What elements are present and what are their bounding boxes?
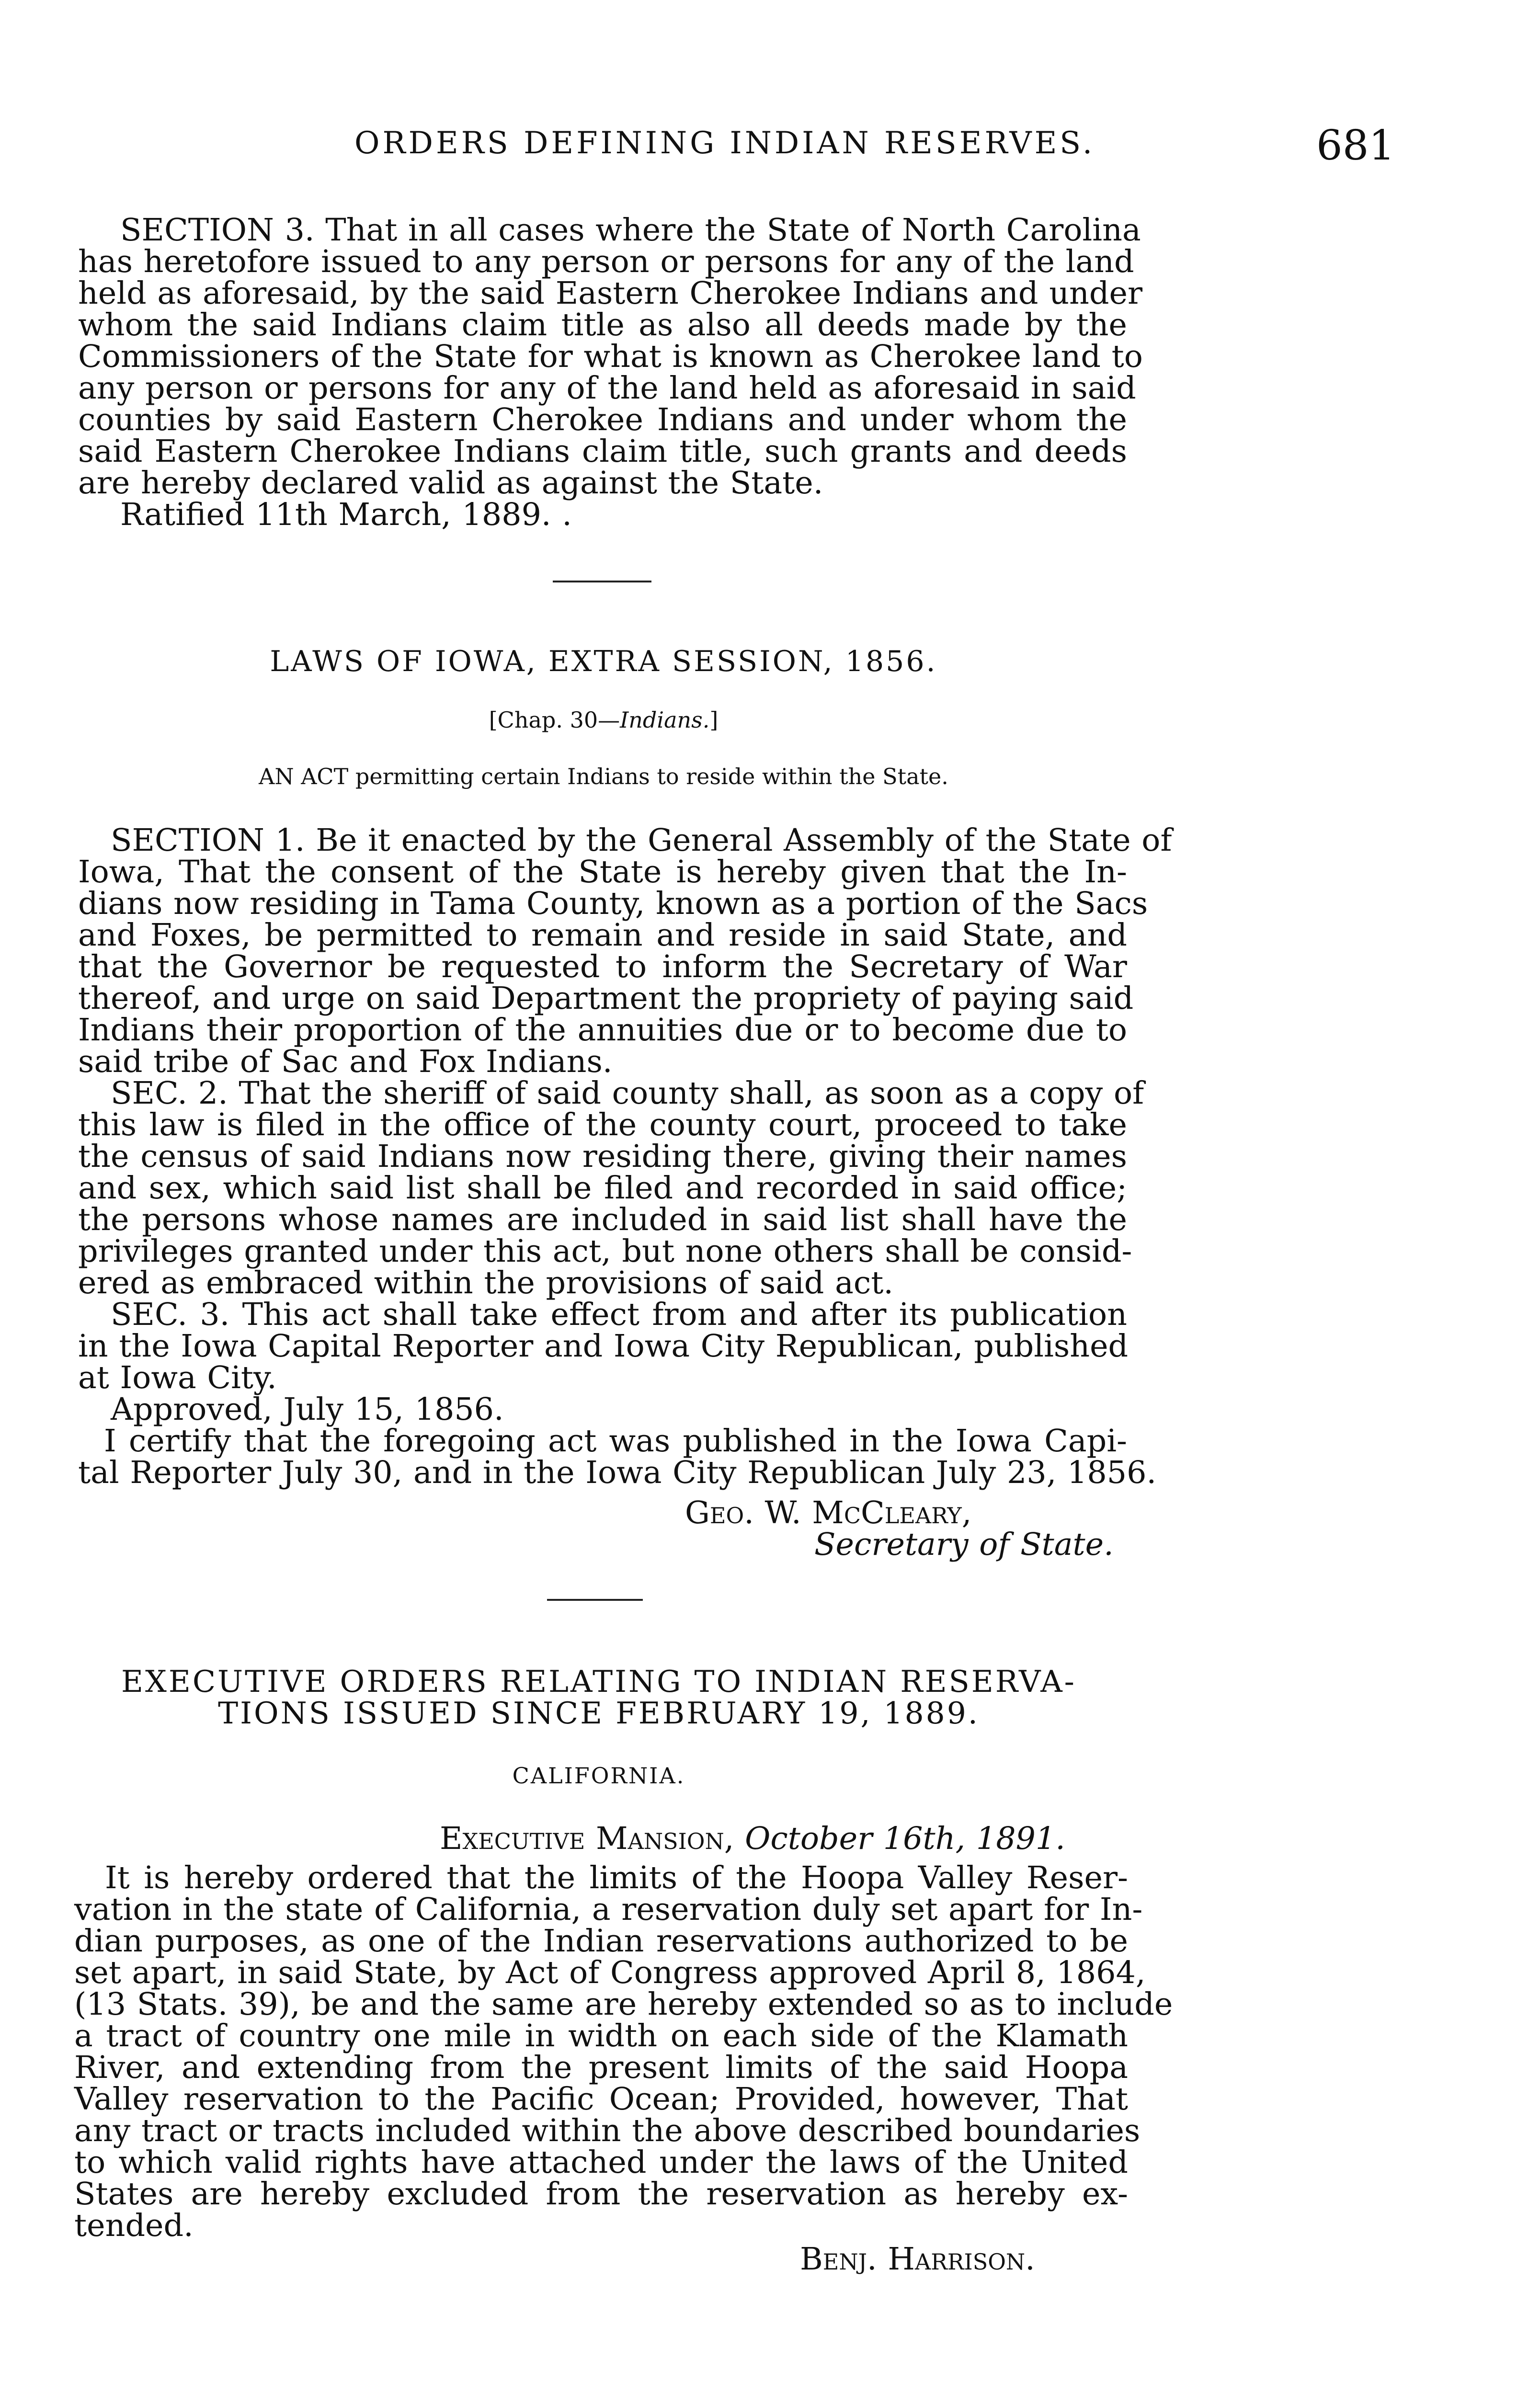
text-line: said tribe of Sac and Fox Indians.: [78, 1044, 613, 1080]
text-line: in the Iowa Capital Reporter and Iowa City Republican, published: [78, 1328, 1129, 1364]
iowa-title: LAWS OF IOWA, EXTRA SESSION, 1856.: [270, 645, 937, 678]
iowa-section-3: [78, 1297, 1157, 1491]
text-line: that the Governor be requested to inform the Secretary of War: [78, 949, 1127, 985]
text-line: a tract of country one mile in width on each side of the Klamath: [74, 2018, 1128, 2054]
text-line: are hereby declared valid as against the State.: [78, 465, 823, 501]
text-line: Indians their proportion of the annuities due or to become due to: [78, 1012, 1127, 1048]
text-line: and Foxes, be permitted to remain and reside in said State, and: [78, 917, 1127, 953]
executive-title-line2: TIONS ISSUED SINCE FEBRUARY 19, 1889.: [218, 1696, 980, 1731]
iowa-chapter: [Chap. 30—Indians.]: [489, 707, 719, 733]
text-line: ered as embraced within the provisions of said act.: [78, 1265, 894, 1301]
text-line: any tract or tracts included within the above described boundaries: [74, 2113, 1141, 2149]
presidential-signature: Benj. Harrison.: [800, 2241, 1035, 2277]
iowa-signer-title: Secretary of State.: [814, 1527, 1114, 1562]
text-line: SEC. 2. That the sheriff of said county shall, as soon as a copy of: [111, 1075, 1144, 1111]
text-line: SECTION 1. Be it enacted by the General Assembly of the State of: [111, 822, 1172, 858]
act-title: AN ACT permitting certain Indians to reside within the State.: [259, 764, 948, 789]
text-line: It is hereby ordered that the limits of the Hoopa Valley Reser-: [105, 1860, 1128, 1896]
text-line: this law is filed in the office of the county court, proceed to take: [78, 1107, 1127, 1143]
text-line: thereof, and urge on said Department the propriety of paying said: [78, 981, 1134, 1016]
text-line: River, and extending from the present limits of the said Hoopa: [74, 2050, 1128, 2086]
text-line: any person or persons for any of the land held as aforesaid in said: [78, 370, 1136, 406]
approved-line: Approved, July 15, 1856.: [111, 1391, 504, 1427]
text-line: tended.: [74, 2208, 194, 2244]
text-line: SEC. 3. This act shall take effect from and after its publication: [111, 1297, 1127, 1333]
nc-section-3: [78, 212, 1143, 533]
text-line: has heretofore issued to any person or persons for any of the land: [78, 244, 1134, 280]
text-line: and sex, which said list shall be filed and recorded in said office;: [78, 1170, 1127, 1206]
text-line: vation in the state of California, a reservation duly set apart for In-: [74, 1892, 1143, 1927]
text-line: counties by said Eastern Cherokee Indians and under whom the: [78, 402, 1127, 438]
page-number: 681: [1316, 122, 1395, 170]
text-line: the persons whose names are included in said list shall have the: [78, 1202, 1127, 1238]
text-line: dian purposes, as one of the Indian reservations authorized to be: [74, 1923, 1128, 1959]
state-heading: CALIFORNIA.: [512, 1763, 685, 1789]
iowa-section-2: [78, 1075, 1144, 1301]
text-line: to which valid rights have attached under the laws of the United: [74, 2144, 1128, 2180]
text-line: held as aforesaid, by the said Eastern Cherokee Indians and under: [78, 275, 1143, 311]
text-line: set apart, in said State, by Act of Congress approved April 8, 1864,: [74, 1955, 1146, 1991]
text-line: privileges granted under this act, but none others shall be consid-: [78, 1233, 1132, 1269]
text-line: the census of said Indians now residing there, giving their names: [78, 1139, 1127, 1175]
text-line: Iowa, That the consent of the State is hereby given that the In-: [78, 854, 1127, 890]
executive-title-line1: EXECUTIVE ORDERS RELATING TO INDIAN RESERVA-: [121, 1664, 1076, 1699]
executive-order-body: [74, 1860, 1173, 2244]
dateline: Executive Mansion, October 16th, 1891.: [440, 1821, 1065, 1857]
running-title: ORDERS DEFINING INDIAN RESERVES.: [354, 125, 1095, 161]
text-line: whom the said Indians claim title as also all deeds made by the: [78, 307, 1127, 343]
text-line: SECTION 3. That in all cases where the State of North Carolina: [120, 212, 1141, 248]
section-divider: [547, 1599, 643, 1601]
text-line: said Eastern Cherokee Indians claim title, such grants and deeds: [78, 433, 1127, 469]
iowa-signer: Geo. W. McCleary,: [685, 1495, 972, 1531]
text-line: at Iowa City.: [78, 1360, 277, 1396]
text-line: dians now residing in Tama County, known as a portion of the Sacs: [78, 886, 1148, 922]
text-line: Commissioners of the State for what is known as Cherokee land to: [78, 339, 1143, 375]
iowa-section-1: [78, 822, 1172, 1080]
text-line: States are hereby excluded from the reservation as hereby ex-: [74, 2176, 1128, 2212]
ratified-line: Ratified 11th March, 1889. .: [120, 497, 572, 533]
section-divider: [553, 581, 651, 582]
text-line: tal Reporter July 30, and in the Iowa City Republican July 23, 1856.: [78, 1455, 1157, 1491]
text-line: I certify that the foregoing act was published in the Iowa Capi-: [104, 1423, 1127, 1459]
text-line: Valley reservation to the Pacific Ocean; Provided, however, That: [74, 2081, 1128, 2117]
text-line: (13 Stats. 39), be and the same are hereby extended so as to include: [74, 1986, 1173, 2022]
